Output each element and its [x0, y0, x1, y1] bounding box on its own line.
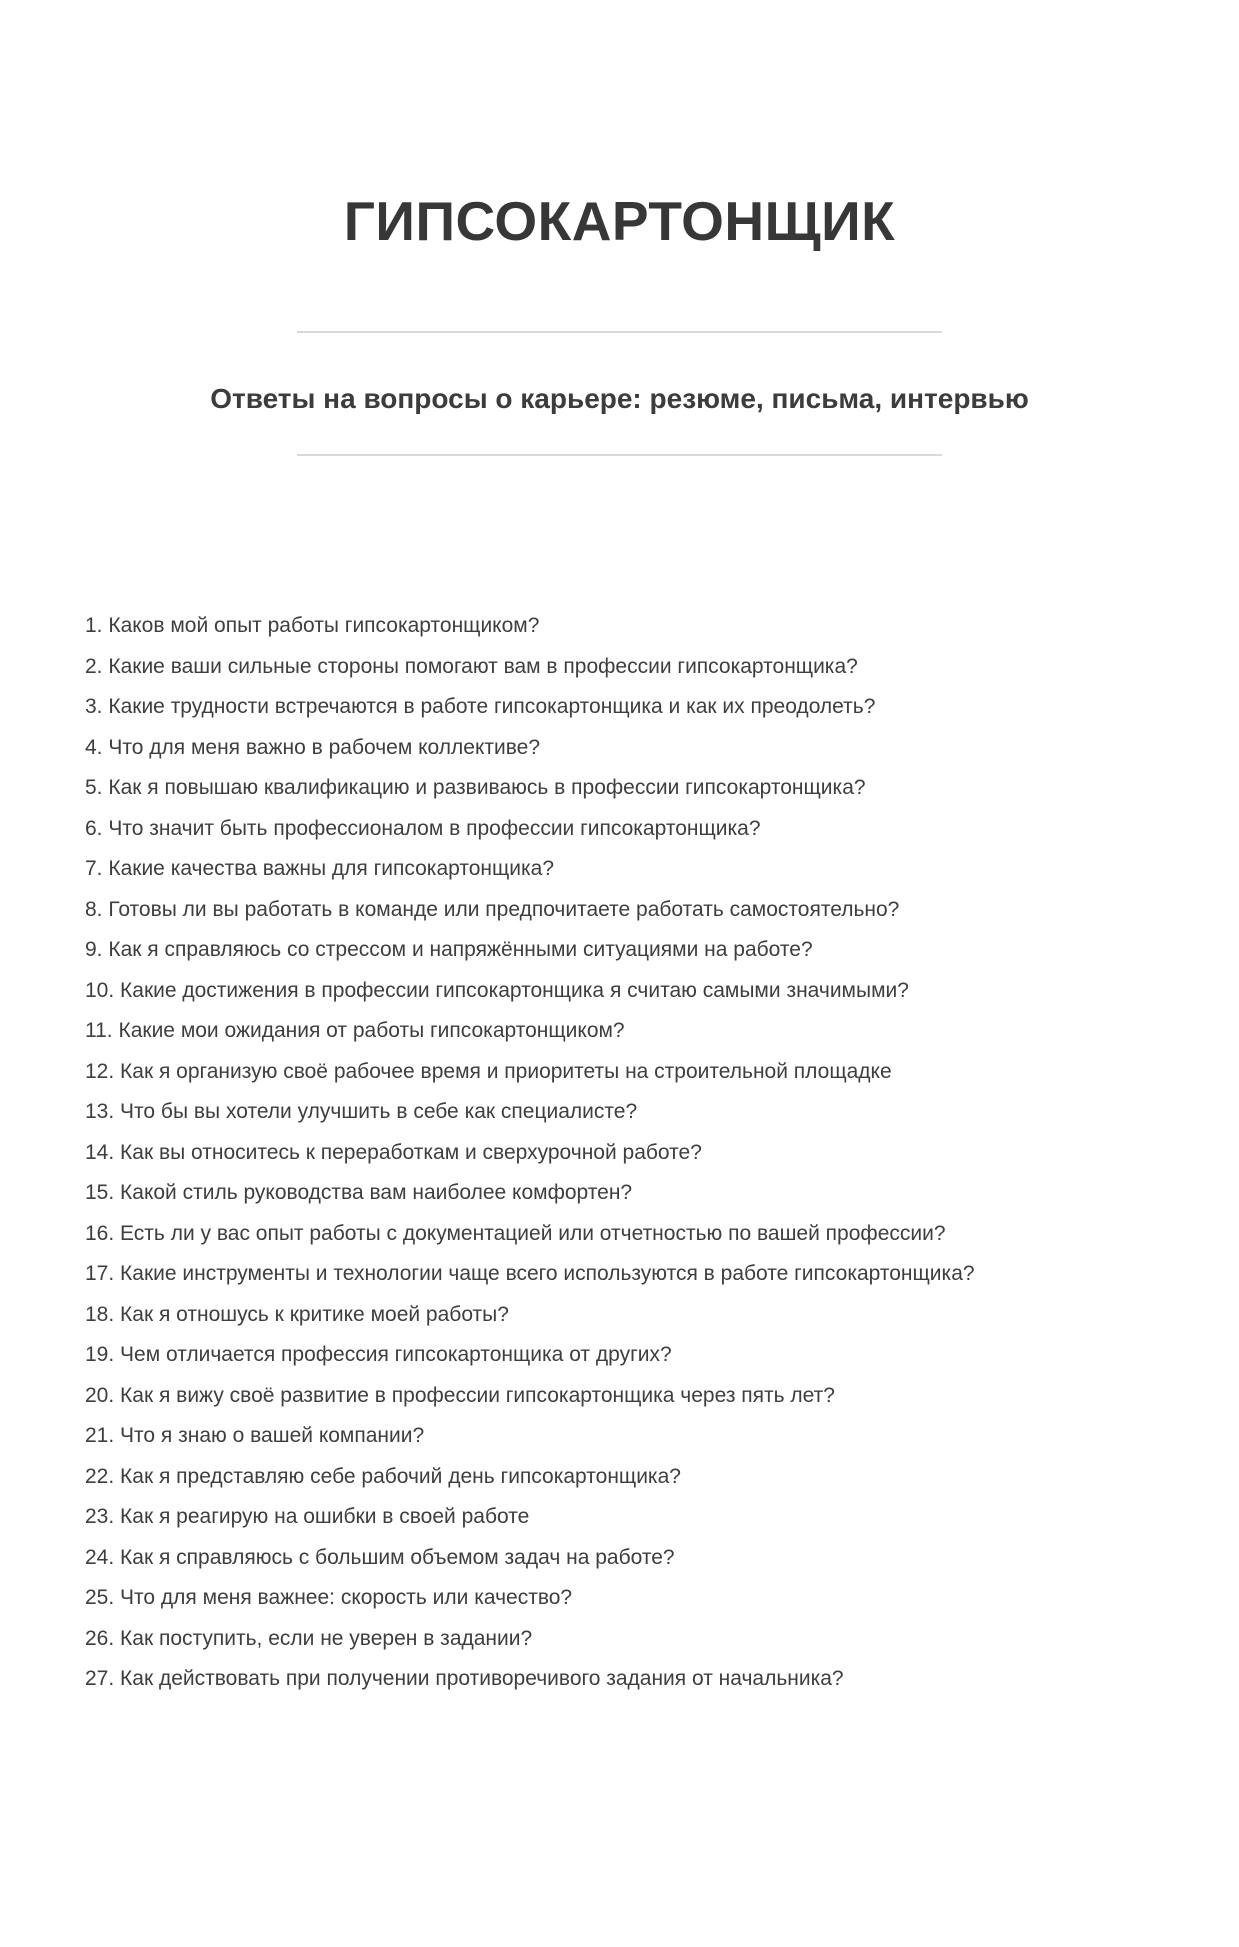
list-item: 16. Есть ли у вас опыт работы с документацией или отчетностью по вашей профессии? [85, 1221, 946, 1245]
list-item: 25. Что для меня важнее: скорость или качество? [85, 1586, 573, 1609]
list-item: 23. Как я реагирую на ошибки в своей работе [85, 1505, 530, 1528]
list-item: 12. Как я организую своё рабочее время и приоритеты на строительной площадке [85, 1059, 892, 1083]
list-item: 22. Как я представляю себе рабочий день гипсокартонщика? [85, 1464, 681, 1488]
list-item: 10. Какие достижения в профессии гипсокартонщика я считаю самыми значимыми? [85, 978, 909, 1002]
list-item: 4. Что для меня важно в рабочем коллективе? [85, 735, 540, 759]
list-item: 3. Какие трудности встречаются в работе гипсокартонщика и как их преодолеть? [85, 695, 876, 718]
page-title: ГИПСОКАРТОНЩИК [343, 190, 896, 252]
list-item: 20. Как я вижу своё развитие в профессии гипсокартонщика через пять лет? [85, 1383, 835, 1407]
list-item: 9. Как я справляюсь со стрессом и напряжёнными ситуациями на работе? [85, 938, 813, 961]
list-item: 14. Как вы относитесь к переработкам и сверхурочной работе? [85, 1140, 702, 1164]
list-item: 15. Какой стиль руководства вам наиболее комфортен? [85, 1181, 633, 1204]
list-item: 5. Как я повышаю квалификацию и развиваюсь в профессии гипсокартонщика? [85, 776, 866, 799]
document-page [0, 190, 1239, 1947]
divider-bottom [297, 454, 942, 456]
list-item: 6. Что значит быть профессионалом в профессии гипсокартонщика? [85, 816, 761, 840]
list-item: 19. Чем отличается профессия гипсокартонщика от других? [85, 1343, 672, 1366]
page-subtitle: Ответы на вопросы о карьере: резюме, письма, интервью [210, 383, 1029, 414]
list-item: 7. Какие качества важны для гипсокартонщика? [85, 857, 555, 880]
list-item: 17. Какие инструменты и технологии чаще всего используются в работе гипсокартонщика? [85, 1262, 975, 1285]
list-item: 1. Каков мой опыт работы гипсокартонщиком? [85, 614, 540, 637]
divider-top [297, 331, 942, 333]
list-item: 2. Какие ваши сильные стороны помогают вам в профессии гипсокартонщика? [85, 654, 858, 678]
list-item: 8. Готовы ли вы работать в команде или предпочитаете работать самостоятельно? [85, 897, 900, 921]
list-item: 24. Как я справляюсь с большим объемом задач на работе? [85, 1545, 675, 1569]
list-item: 18. Как я отношусь к критике моей работы? [85, 1302, 509, 1326]
list-item: 13. Что бы вы хотели улучшить в себе как специалисте? [85, 1100, 638, 1123]
question-list [0, 606, 1239, 1700]
list-item: 27. Как действовать при получении противоречивого задания от начальника? [85, 1667, 844, 1690]
list-item: 21. Что я знаю о вашей компании? [85, 1424, 425, 1447]
list-item: 11. Какие мои ожидания от работы гипсокартонщиком? [85, 1019, 625, 1042]
list-item: 26. Как поступить, если не уверен в задании? [85, 1626, 533, 1650]
